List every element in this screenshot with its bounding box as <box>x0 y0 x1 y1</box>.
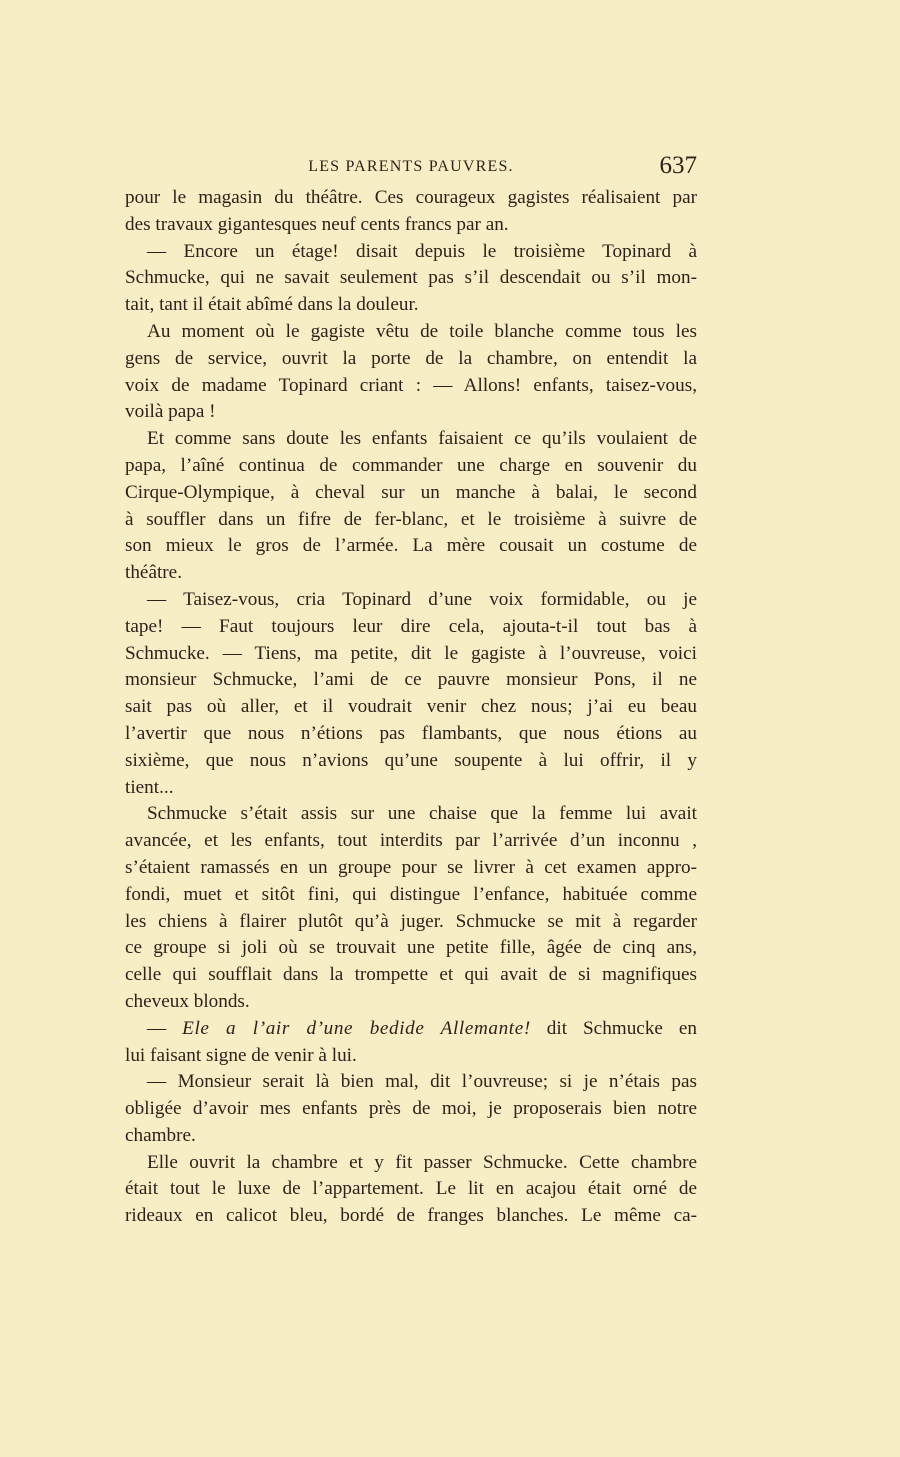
text-segment: voilà papa ! <box>125 401 216 423</box>
running-title: LES PARENTS PAUVRES. <box>308 158 514 175</box>
text-line <box>125 855 697 882</box>
text-line <box>125 480 697 507</box>
text-segment: voix de madame Topinard criant : — Allons! enfants, taisez-vous, <box>125 374 697 396</box>
text-line <box>125 1096 697 1123</box>
text-line <box>125 212 697 239</box>
text-line <box>125 587 697 614</box>
text-line <box>125 239 697 266</box>
text-segment: théâtre. <box>125 562 182 584</box>
text-segment: rideaux en calicot bleu, bordé de franges blanches. Le même ca- <box>125 1205 697 1227</box>
text-segment: sixième, que nous n’avions qu’une soupente à lui offrir, il y <box>125 749 697 771</box>
text-line <box>125 909 697 936</box>
text-segment: les chiens à flairer plutôt qu’à juger. Schmucke se mit à regarder <box>125 910 697 932</box>
text-line <box>125 426 697 453</box>
text-line <box>125 1069 697 1096</box>
text-segment: était tout le luxe de l’appartement. Le lit en acajou était orné de <box>125 1178 697 1200</box>
text-line <box>125 1150 697 1177</box>
text-segment: Cirque-Olympique, à cheval sur un manche à balai, le second <box>125 481 697 503</box>
text-line <box>125 1176 697 1203</box>
text-line <box>125 373 697 400</box>
text-segment: — Taisez-vous, cria Topinard d’une voix formidable, ou je <box>147 588 697 610</box>
text-line <box>125 399 697 426</box>
text-segment: — Monsieur serait là bien mal, dit l’ouvreuse; si je n’étais pas <box>147 1071 697 1093</box>
text-segment: chambre. <box>125 1124 196 1146</box>
text-segment: gens de service, ouvrit la porte de la chambre, on entendit la <box>125 347 697 369</box>
text-line <box>125 667 697 694</box>
text-line <box>125 801 697 828</box>
text-segment: Schmucke s’était assis sur une chaise que la femme lui avait <box>147 803 697 825</box>
page-number: 637 <box>659 152 697 179</box>
text-line <box>125 1016 697 1043</box>
text-segment: cheveux blonds. <box>125 990 250 1012</box>
text-line <box>125 346 697 373</box>
text-line <box>125 962 697 989</box>
text-segment: à souffler dans un fifre de fer-blanc, et le troisième à suivre de <box>125 508 697 530</box>
text-segment: lui faisant signe de venir à lui. <box>125 1044 357 1066</box>
text-segment: sait pas où aller, et il voudrait venir chez nous; j’ai eu beau <box>125 696 697 718</box>
text-segment: des travaux gigantesques neuf cents francs par an. <box>125 213 509 235</box>
text-segment: celle qui soufflait dans la trompette et qui avait de si magnifiques <box>125 964 697 986</box>
page-header <box>125 154 697 182</box>
text-segment: dit Schmucke en <box>530 1017 697 1039</box>
text-line <box>125 533 697 560</box>
text-segment: Elle ouvrit la chambre et y fit passer Schmucke. Cette chambre <box>147 1151 697 1173</box>
text-line <box>125 453 697 480</box>
text-segment: fondi, muet et sitôt fini, qui distingue l’enfance, habituée comme <box>125 883 697 905</box>
text-line <box>125 1123 697 1150</box>
text-line <box>125 748 697 775</box>
text-segment: pour le magasin du théâtre. Ces courageux gagistes réalisaient par <box>125 187 697 208</box>
text-line <box>125 989 697 1016</box>
body-text <box>125 185 697 1230</box>
text-line <box>125 828 697 855</box>
text-line <box>125 935 697 962</box>
text-segment: papa, l’aîné continua de commander une charge en souvenir du <box>125 454 697 476</box>
text-line <box>125 560 697 587</box>
text-line <box>125 614 697 641</box>
text-segment: son mieux le gros de l’armée. La mère cousait un costume de <box>125 535 697 557</box>
text-segment: obligée d’avoir mes enfants près de moi, je proposerais bien notre <box>125 1098 697 1120</box>
text-segment: avancée, et les enfants, tout interdits par l’arrivée d’un inconnu , <box>125 830 697 852</box>
text-segment: Schmucke, qui ne savait seulement pas s’il descendait ou s’il mon- <box>125 267 697 289</box>
text-line <box>125 292 697 319</box>
text-segment: l’avertir que nous n’étions pas flambants, que nous étions au <box>125 722 697 744</box>
text-line <box>125 641 697 668</box>
text-segment: Et comme sans doute les enfants faisaient ce qu’ils voulaient de <box>147 428 697 450</box>
text-segment: ce groupe si joli où se trouvait une petite fille, âgée de cinq ans, <box>125 937 697 959</box>
text-line <box>125 1043 697 1070</box>
text-line <box>125 1203 697 1230</box>
text-segment: tient... <box>125 776 174 798</box>
text-segment: tait, tant il était abîmé dans la douleur. <box>125 294 419 316</box>
text-segment: Au moment où le gagiste vêtu de toile blanche comme tous les <box>147 320 697 342</box>
text-line <box>125 694 697 721</box>
text-segment: — <box>147 1017 183 1039</box>
text-segment: monsieur Schmucke, l’ami de ce pauvre monsieur Pons, il ne <box>125 669 697 691</box>
text-line <box>125 507 697 534</box>
text-line <box>125 882 697 909</box>
text-line <box>125 185 697 212</box>
text-line <box>125 775 697 802</box>
text-segment: tape! — Faut toujours leur dire cela, ajouta-t-il tout bas à <box>125 615 697 637</box>
text-line <box>125 265 697 292</box>
italic-speech: Ele a l’air d’une bedide Allemante! <box>182 1017 531 1039</box>
text-segment: s’étaient ramassés en un groupe pour se livrer à cet examen appro- <box>125 856 697 878</box>
text-line <box>125 721 697 748</box>
text-segment: Schmucke. — Tiens, ma petite, dit le gagiste à l’ouvreuse, voici <box>125 642 697 664</box>
text-segment: — Encore un étage! disait depuis le troisième Topinard à <box>147 240 697 262</box>
text-line <box>125 319 697 346</box>
